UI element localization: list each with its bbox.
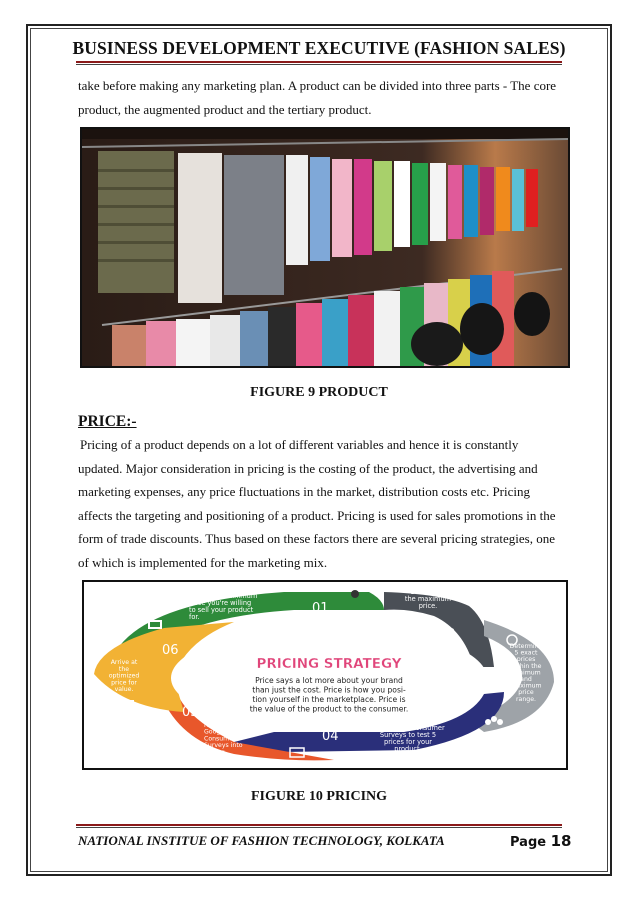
step-text-line: Surveys to test 5 [379,731,437,739]
step-text-line: range. [516,695,536,703]
center-text-line: tion yourself in the marketplace. Price is [252,695,406,704]
step-text-line: price [518,689,534,697]
header-title: BUSINESS DEVELOPMENT EXECUTIVE (FASHION SALES) [72,38,566,58]
step-text-line: value. [114,686,134,694]
step-text-line: prices for your [384,738,432,746]
footer-rule-thin [76,827,562,828]
step-text-line: Input [204,715,221,722]
step-text-line: Google [204,728,226,736]
step-text-line: optimized [108,672,140,680]
step-number: 01 [312,601,329,616]
step-text-line: minimum [511,669,541,677]
header-rule-thin [76,64,562,65]
step-text-line: Determine [509,643,543,650]
step-text-line: results from [204,721,242,729]
step-text-line: price. [418,602,438,610]
footer-institute: NATIONAL INSTITUE OF FASHION TECHNOLOGY, KOLKATA [78,833,445,848]
diagram-center-title: PRICING STRATEGY [256,656,402,672]
person-icon [351,590,359,598]
pricing-strategy-svg [84,582,566,768]
money-icon [148,620,162,629]
step-text-line: Pricing [204,749,225,756]
step-text-line: prices [516,656,536,664]
step-text-line: price you're willing [189,599,252,607]
step-text-line: the [118,665,130,673]
footer-page-number [510,832,571,850]
figure-9-caption: FIGURE 9 PRODUCT [250,385,388,400]
step-text-line: Determine minimum [189,592,258,600]
step-text-line: Surveys into [204,742,243,750]
intro-paragraph: take before making any marketing plan. A product can be divided into three parts - The core product, the augmented product and the tertiary product. [78,78,557,117]
step-text-line: 5 exact [514,649,538,657]
step-text-line: price for [111,679,137,687]
step-text-line: Arrive at [110,659,138,666]
step-text-line: within the [510,662,542,670]
step-number: 05 [182,705,199,720]
step-text-line: product. [394,745,422,753]
step-text-line: the maximum [404,595,452,603]
diagram-center-text [250,676,409,714]
page-number: 18 [550,832,572,850]
pricing-strategy-diagram [82,580,568,770]
center-text-line: than just the cost. Price is how you posi- [252,685,406,695]
step-number: 03 [454,691,471,706]
step-number: 04 [322,729,339,744]
product-photo [80,127,570,368]
footer-rule [76,824,562,826]
step-text-line: Use Google Consumer [371,724,445,732]
price-paragraph: Pricing of a product depends on a lot of different variables and hence it is constantly updated. Major consideration in pricing is the costing of the product, the advertising and marketing expenses, any price fluctuations in the market, distribution costs etc. Pricing affects the targeting and positioning of a product. Pricing is used for sales promotions in the form of trade discounts. Thus based on these factors there are several pricing strategies, one of which is implemented for the marketing mix. [78,437,556,570]
step-number: 02 [439,627,456,642]
thumbs-up-icon [124,700,134,708]
step-text-line: and [520,676,532,683]
step-text-line: Consumer [204,735,236,743]
step-text-line: maximum [510,682,542,690]
center-text-line: Price says a lot more about your brand [255,676,403,685]
step-text-line: for. [189,613,200,621]
price-heading: PRICE:- [78,413,137,430]
center-text-line: the value of the product to the consumer. [249,704,409,714]
step-text-line: to sell your product [189,606,254,614]
step-text-line: Determine [410,588,446,596]
page-label: Page [510,835,547,850]
clothing-rack-image [82,129,568,366]
step-text-line: Spreadsheet. [204,755,245,763]
figure-10-caption: FIGURE 10 PRICING [250,789,388,804]
header-rule [76,61,562,63]
step-number: 06 [162,643,179,658]
